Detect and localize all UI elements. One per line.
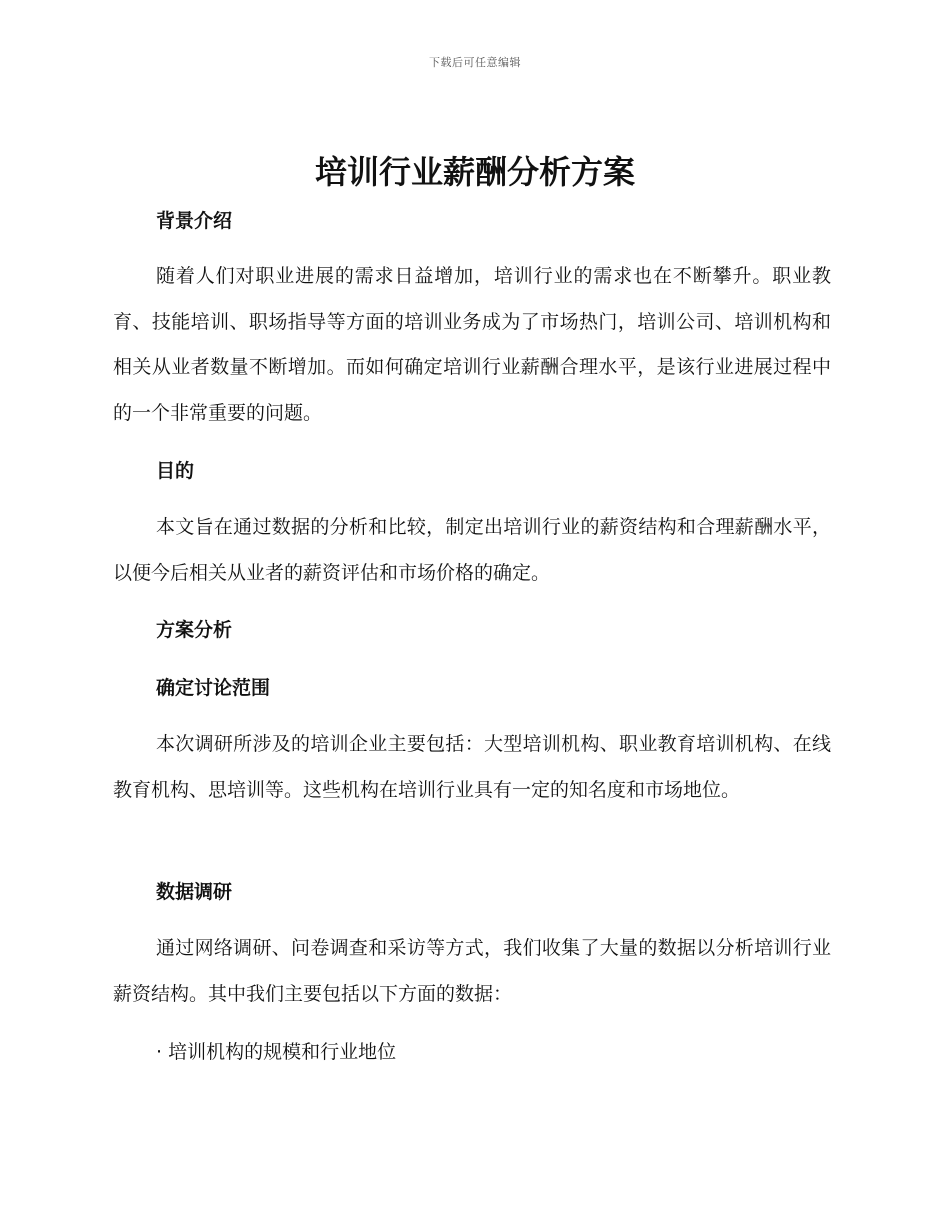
paragraph-background: 随着人们对职业进展的需求日益增加，培训行业的需求也在不断攀升。职业教育、技能培训、职场指导等方面的培训业务成为了市场热门，培训公司、培训机构和相关从业者数量不断增加。而如何确定培训行业薪酬合理水平，是该行业进展过程中的一个非常重要的问题。 bbox=[113, 265, 831, 424]
section-heading-plan-analysis: 方案分析 bbox=[156, 619, 233, 641]
page-header-note: 下载后可任意编辑 bbox=[429, 56, 521, 69]
paragraph-purpose: 本文旨在通过数据的分析和比较，制定出培训行业的薪资结构和合理薪酬水平，以便今后相关从业者的薪资评估和市场价格的确定。 bbox=[113, 516, 831, 584]
document-title: 培训行业薪酬分析方案 bbox=[314, 153, 635, 191]
section-heading-data-research: 数据调研 bbox=[156, 881, 233, 903]
paragraph-data-research: 通过网络调研、问卷调查和采访等方式，我们收集了大量的数据以分析培训行业薪资结构。其中我们主要包括以下方面的数据： bbox=[113, 937, 831, 1005]
section-heading-background: 背景介绍 bbox=[156, 210, 233, 232]
section-heading-scope: 确定讨论范围 bbox=[156, 677, 271, 699]
list-item: · 培训机构的规模和行业地位 bbox=[156, 1041, 397, 1063]
section-heading-purpose: 目的 bbox=[156, 460, 195, 482]
paragraph-scope: 本次调研所涉及的培训企业主要包括：大型培训机构、职业教育培训机构、在线教育机构、思培训等。这些机构在培训行业具有一定的知名度和市场地位。 bbox=[113, 733, 831, 801]
